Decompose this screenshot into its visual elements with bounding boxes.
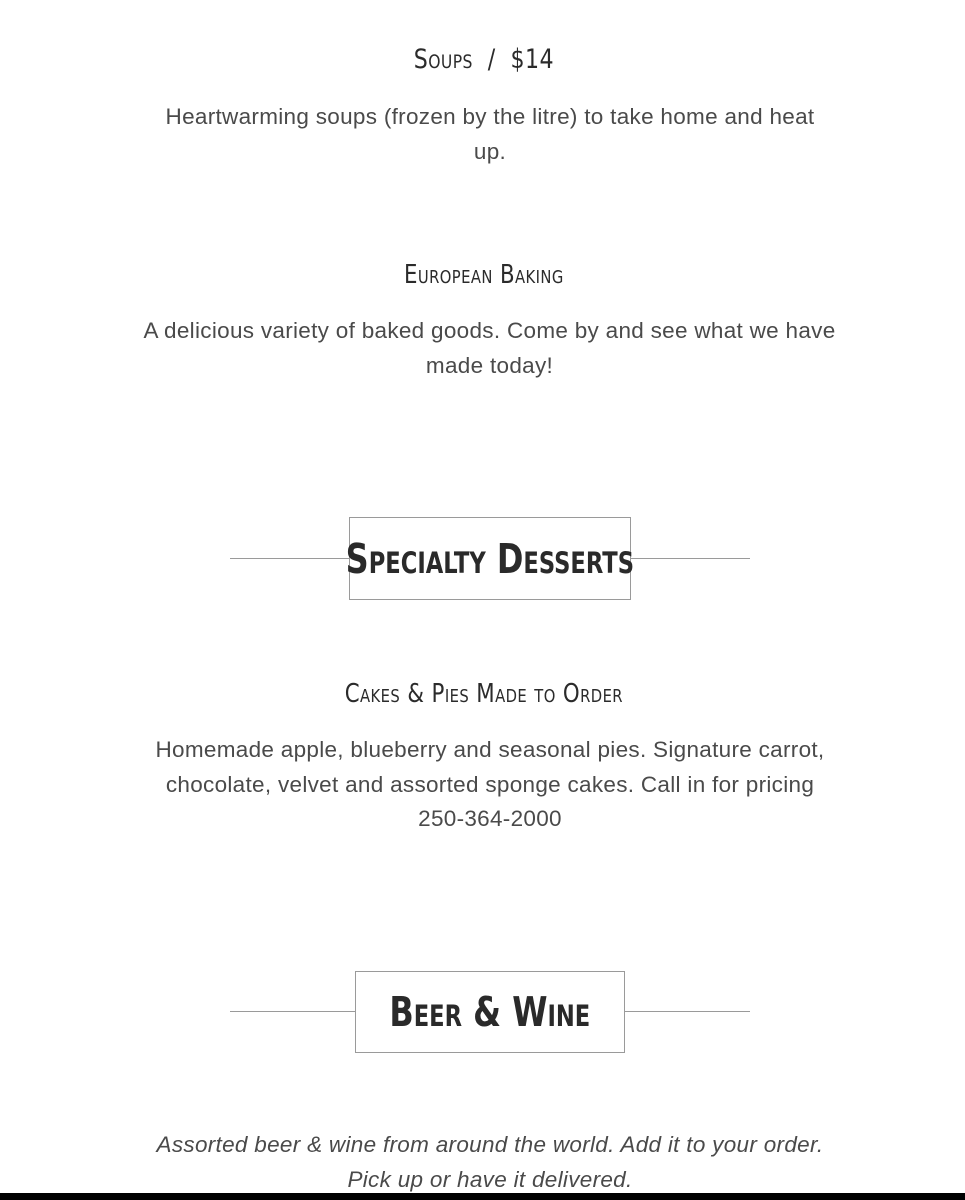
section-divider-right — [624, 1011, 750, 1012]
section-divider-left — [230, 1011, 356, 1012]
cakes-pies-description: Homemade apple, blueberry and seasonal pies. Signature carrot, chocolate, velvet and assorted sponge cakes. Call in for pricing 250-364-2000 — [155, 737, 825, 831]
cakes-pies-title: Cakes & Pies Made to Order — [344, 679, 623, 709]
beer-wine-description: Assorted beer & wine from around the world. Add it to your order. Pick up or have it delivered. — [156, 1132, 824, 1192]
section-divider-right — [630, 558, 750, 559]
specialty-desserts-header-box — [345, 517, 635, 600]
soups-description: Heartwarming soups (frozen by the litre) to take home and heat up. — [165, 104, 815, 164]
soups-title: Soups / $14 — [413, 44, 554, 75]
beer-wine-heading: Beer & Wine — [389, 988, 591, 1036]
european-baking-title: European Baking — [404, 260, 564, 290]
european-baking-description: A delicious variety of baked goods. Come by and see what we have made today! — [143, 318, 836, 378]
bottom-edge-bar — [0, 1193, 965, 1200]
beer-wine-header-box — [355, 971, 625, 1053]
specialty-desserts-heading: Specialty Desserts — [345, 534, 635, 583]
section-divider-left — [230, 558, 350, 559]
